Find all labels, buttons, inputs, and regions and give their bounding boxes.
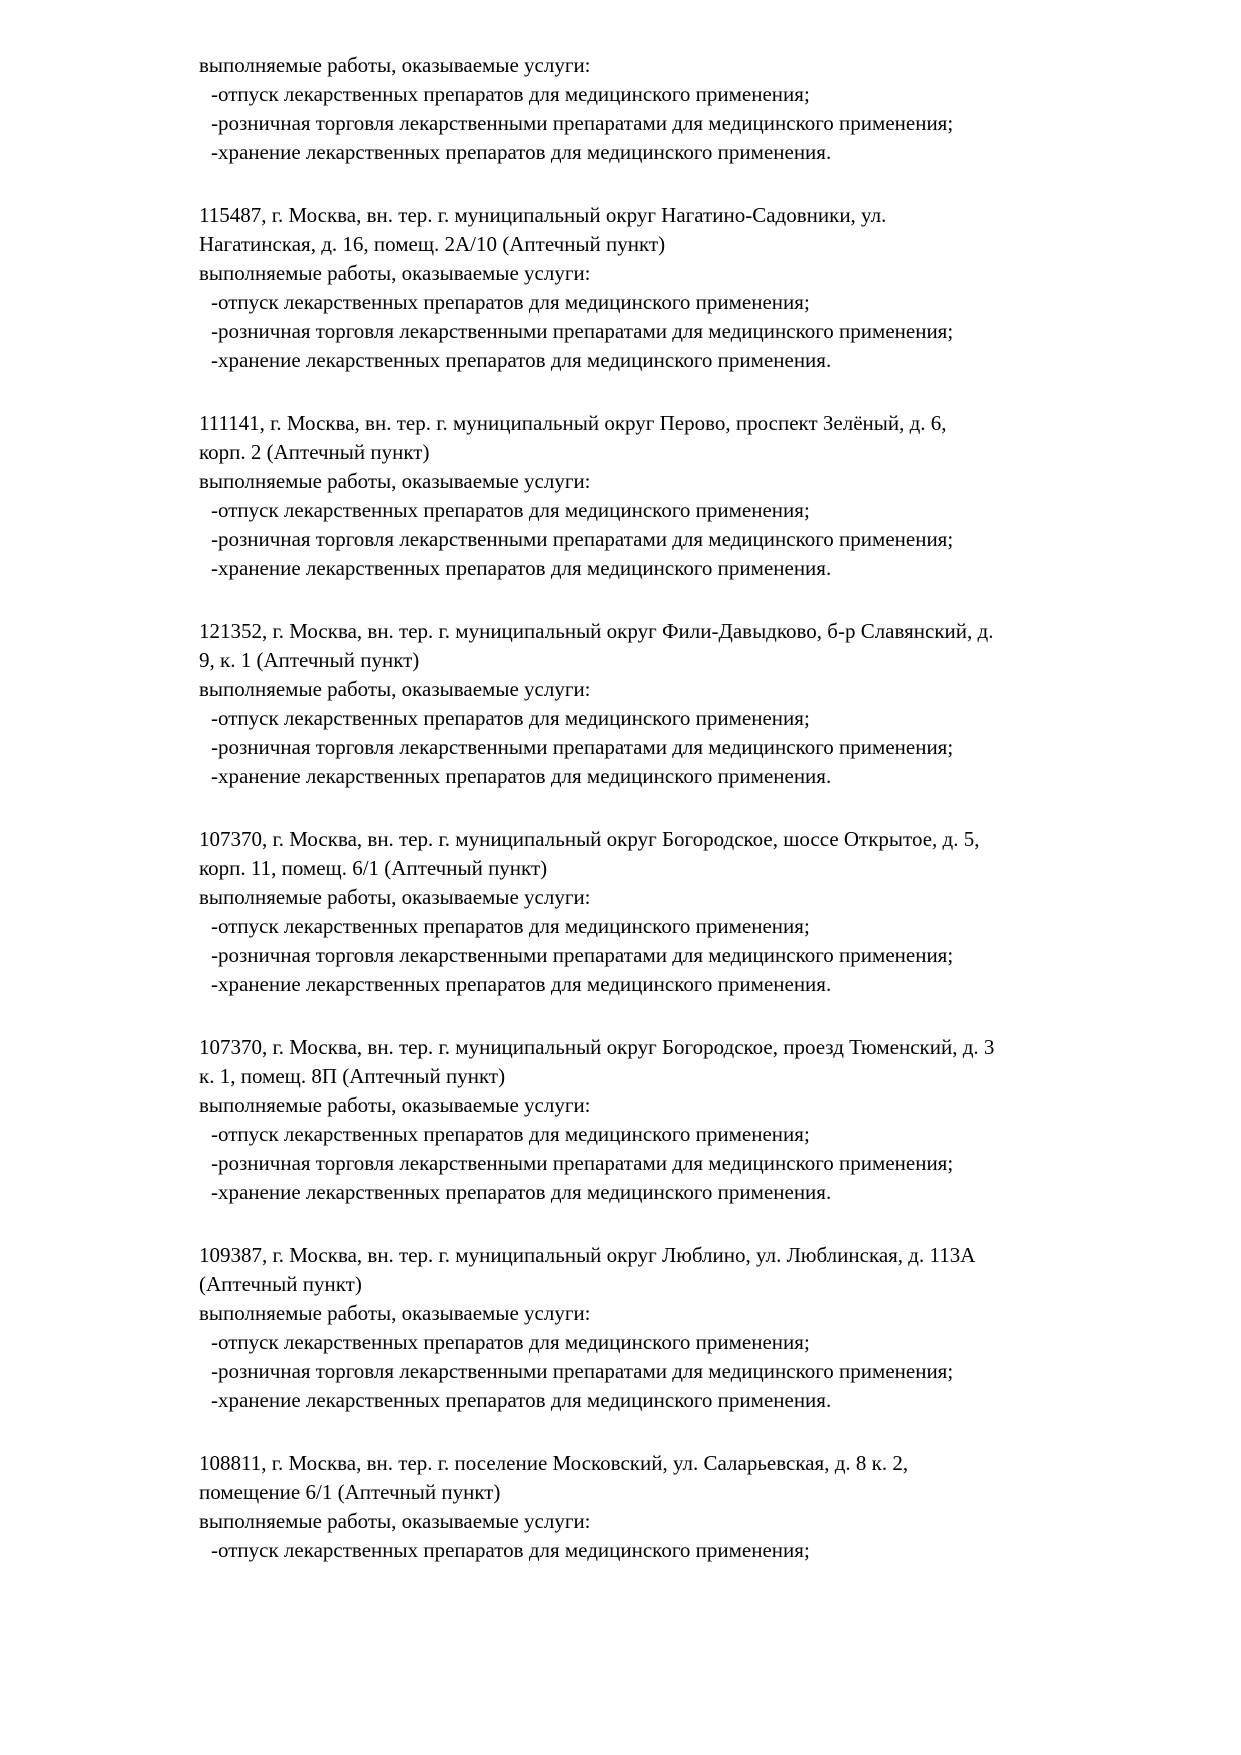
service-item: -розничная торговля лекарственными препаратами для медицинского применения; [211, 1359, 954, 1383]
address-line: 121352, г. Москва, вн. тер. г. муниципальный округ Фили-Давыдково, б-р Славянский, д. [199, 619, 994, 643]
address-line: (Аптечный пункт) [199, 1272, 362, 1296]
services-fragment [199, 51, 1201, 167]
address-line: 111141, г. Москва, вн. тер. г. муниципальный округ Перово, проспект Зелёный, д. 6, [199, 411, 947, 435]
address-line: 108811, г. Москва, вн. тер. г. поселение Московский, ул. Саларьевская, д. 8 к. 2, [199, 1451, 909, 1475]
service-item: -отпуск лекарственных препаратов для медицинского применения; [211, 1538, 810, 1562]
service-item: -хранение лекарственных препаратов для медицинского применения. [211, 972, 832, 996]
service-item: -отпуск лекарственных препаратов для медицинского применения; [211, 290, 810, 314]
pharmacy-entry [199, 1241, 1201, 1415]
works-services-header: выполняемые работы, оказываемые услуги: [199, 885, 591, 909]
service-item: -хранение лекарственных препаратов для медицинского применения. [211, 348, 832, 372]
service-item: -розничная торговля лекарственными препаратами для медицинского применения; [211, 111, 954, 135]
pharmacy-entry [199, 1449, 1201, 1565]
address-line: 9, к. 1 (Аптечный пункт) [199, 648, 420, 672]
address-line: корп. 11, помещ. 6/1 (Аптечный пункт) [199, 856, 548, 880]
service-item: -отпуск лекарственных препаратов для медицинского применения; [211, 1122, 810, 1146]
address-line: к. 1, помещ. 8П (Аптечный пункт) [199, 1064, 506, 1088]
service-item: -розничная торговля лекарственными препаратами для медицинского применения; [211, 319, 954, 343]
service-item: -отпуск лекарственных препаратов для медицинского применения; [211, 498, 810, 522]
service-item: -хранение лекарственных препаратов для медицинского применения. [211, 764, 832, 788]
address-line: помещение 6/1 (Аптечный пункт) [199, 1480, 501, 1504]
works-services-header: выполняемые работы, оказываемые услуги: [199, 261, 591, 285]
service-item: -розничная торговля лекарственными препаратами для медицинского применения; [211, 735, 954, 759]
service-item: -отпуск лекарственных препаратов для медицинского применения; [211, 82, 810, 106]
address-line: 109387, г. Москва, вн. тер. г. муниципальный округ Люблино, ул. Люблинская, д. 113А [199, 1243, 976, 1267]
service-item: -розничная торговля лекарственными препаратами для медицинского применения; [211, 1151, 954, 1175]
address-line: 107370, г. Москва, вн. тер. г. муниципальный округ Богородское, шоссе Открытое, д. 5, [199, 827, 980, 851]
works-services-header: выполняемые работы, оказываемые услуги: [199, 1509, 591, 1533]
works-services-header: выполняемые работы, оказываемые услуги: [199, 53, 591, 77]
service-item: -отпуск лекарственных препаратов для медицинского применения; [211, 914, 810, 938]
service-item: -отпуск лекарственных препаратов для медицинского применения; [211, 1330, 810, 1354]
address-line: 115487, г. Москва, вн. тер. г. муниципальный округ Нагатино-Садовники, ул. [199, 203, 887, 227]
service-item: -хранение лекарственных препаратов для медицинского применения. [211, 556, 832, 580]
works-services-header: выполняемые работы, оказываемые услуги: [199, 1301, 591, 1325]
pharmacy-entry [199, 1033, 1201, 1207]
service-item: -хранение лекарственных препаратов для медицинского применения. [211, 1180, 832, 1204]
works-services-header: выполняемые работы, оказываемые услуги: [199, 469, 591, 493]
pharmacy-entry [199, 617, 1201, 791]
address-line: 107370, г. Москва, вн. тер. г. муниципальный округ Богородское, проезд Тюменский, д. 3 [199, 1035, 995, 1059]
pharmacy-entry [199, 825, 1201, 999]
pharmacy-entry [199, 409, 1201, 583]
address-line: корп. 2 (Аптечный пункт) [199, 440, 430, 464]
service-item: -хранение лекарственных препаратов для медицинского применения. [211, 1388, 832, 1412]
service-item: -розничная торговля лекарственными препаратами для медицинского применения; [211, 943, 954, 967]
works-services-header: выполняемые работы, оказываемые услуги: [199, 1093, 591, 1117]
works-services-header: выполняемые работы, оказываемые услуги: [199, 677, 591, 701]
address-line: Нагатинская, д. 16, помещ. 2А/10 (Аптечный пункт) [199, 232, 666, 256]
pharmacy-entry [199, 201, 1201, 375]
service-item: -отпуск лекарственных препаратов для медицинского применения; [211, 706, 810, 730]
service-item: -хранение лекарственных препаратов для медицинского применения. [211, 140, 832, 164]
service-item: -розничная торговля лекарственными препаратами для медицинского применения; [211, 527, 954, 551]
